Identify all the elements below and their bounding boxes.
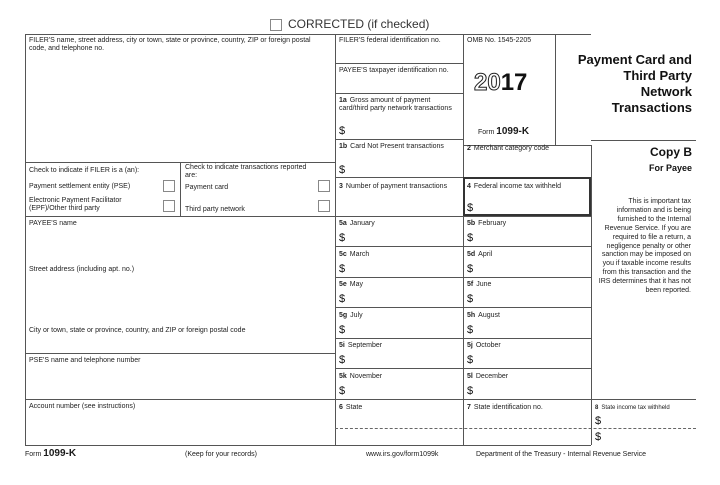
box-6-label: 6 State — [339, 404, 363, 411]
box-5j-label: 5j October — [467, 342, 501, 349]
box-5l-label: 5l December — [467, 373, 509, 380]
epf-checkbox[interactable] — [163, 200, 175, 212]
footer-url[interactable]: www.irs.gov/form1099k — [366, 451, 439, 458]
third-party-label: Third party network — [185, 206, 245, 213]
check-trans-label: Check to indicate transactions reported are: — [185, 164, 307, 179]
box-4-label: 4 Federal income tax withheld — [467, 183, 562, 190]
box-2-label: 2 Merchant category code — [467, 145, 550, 152]
box-1b-dollar: $ — [339, 164, 346, 176]
box-5c-label: 5c March — [339, 251, 370, 258]
payee-name-label: PAYEE'S name — [29, 220, 77, 227]
footer-form: Form 1099-K — [25, 448, 77, 459]
copy-notice: This is important tax information and is being furnished to the Internal Revenue Service. If you are required to file a return, a negligence penalty or other sanction may be imposed on you if taxable income results from this transaction and the IRS determines that it has not been reported. — [598, 198, 691, 295]
pse-checkbox[interactable] — [163, 180, 175, 192]
box-5f-dollar: $ — [467, 293, 474, 305]
filer-info-label: FILER'S name, street address, city or town, state or province, country, ZIP or foreign postal code, and telephone no. — [29, 37, 311, 52]
box-5a-label: 5a January — [339, 220, 375, 227]
box-5g-label: 5g July — [339, 312, 363, 319]
city-label: City or town, state or province, country, and ZIP or foreign postal code — [29, 327, 246, 334]
payment-card-checkbox[interactable] — [318, 180, 330, 192]
omb-form-id: Form 1099-K — [478, 126, 530, 137]
box-5d-label: 5d April — [467, 251, 493, 258]
box-5a-dollar: $ — [339, 232, 346, 244]
box-5h-dollar: $ — [467, 324, 474, 336]
box-5h-label: 5h August — [467, 312, 500, 319]
street-label: Street address (including apt. no.) — [29, 266, 135, 273]
box-5g-dollar: $ — [339, 324, 346, 336]
box-5k-dollar: $ — [339, 385, 346, 397]
box-5e-label: 5e May — [339, 281, 364, 288]
box-8-label: 8 State income tax withheld — [595, 405, 670, 411]
tax-year: 2017 — [474, 69, 528, 96]
corrected-label: CORRECTED (if checked) — [288, 17, 430, 31]
box-5f-label: 5f June — [467, 281, 492, 288]
box-3-label: 3 Number of payment transactions — [339, 183, 448, 190]
pse-phone-label: PSE'S name and telephone number — [29, 357, 141, 364]
box-5j-dollar: $ — [467, 354, 474, 366]
box-1b-label: 1b Card Not Present transactions — [339, 143, 444, 150]
account-label: Account number (see instructions) — [29, 403, 136, 410]
box-4-dollar: $ — [467, 202, 474, 214]
payment-card-label: Payment card — [185, 184, 229, 191]
copy-heading: Copy B — [650, 145, 692, 159]
box-5b-label: 5b February — [467, 220, 507, 227]
filer-fin-label: FILER'S federal identification no. — [339, 37, 441, 44]
box-5c-dollar: $ — [339, 263, 346, 275]
box-7-label: 7 State identification no. — [467, 404, 543, 411]
pse-label: Payment settlement entity (PSE) — [29, 183, 131, 190]
box-5l-dollar: $ — [467, 385, 474, 397]
payee-tin-label: PAYEE'S taxpayer identification no. — [339, 67, 449, 74]
third-party-checkbox[interactable] — [318, 200, 330, 212]
box-1a-label: 1a Gross amount of payment card/third party network transactions — [339, 97, 452, 112]
box-5k-label: 5k November — [339, 373, 383, 380]
omb-label: OMB No. 1545-2205 — [467, 37, 532, 44]
footer-dept: Department of the Treasury - Internal Revenue Service — [476, 451, 647, 458]
box-5i-label: 5i September — [339, 342, 383, 349]
box-5e-dollar: $ — [339, 293, 346, 305]
box-8-dollar-2: $ — [595, 431, 602, 443]
epf-label: Electronic Payment Facilitator (EPF)/Other third party — [29, 197, 122, 212]
footer-keep: (Keep for your records) — [185, 451, 257, 458]
box-1a-dollar: $ — [339, 125, 346, 137]
box-5b-dollar: $ — [467, 232, 474, 244]
form-title: Payment Card and Third Party Network Transactions — [577, 52, 692, 115]
box-5d-dollar: $ — [467, 263, 474, 275]
copy-sub: For Payee — [648, 163, 692, 173]
corrected-checkbox[interactable] — [270, 19, 282, 31]
box-5i-dollar: $ — [339, 354, 346, 366]
check-filer-label: Check to indicate if FILER is a (an): — [29, 167, 140, 174]
box-8-dollar-1: $ — [595, 415, 602, 427]
